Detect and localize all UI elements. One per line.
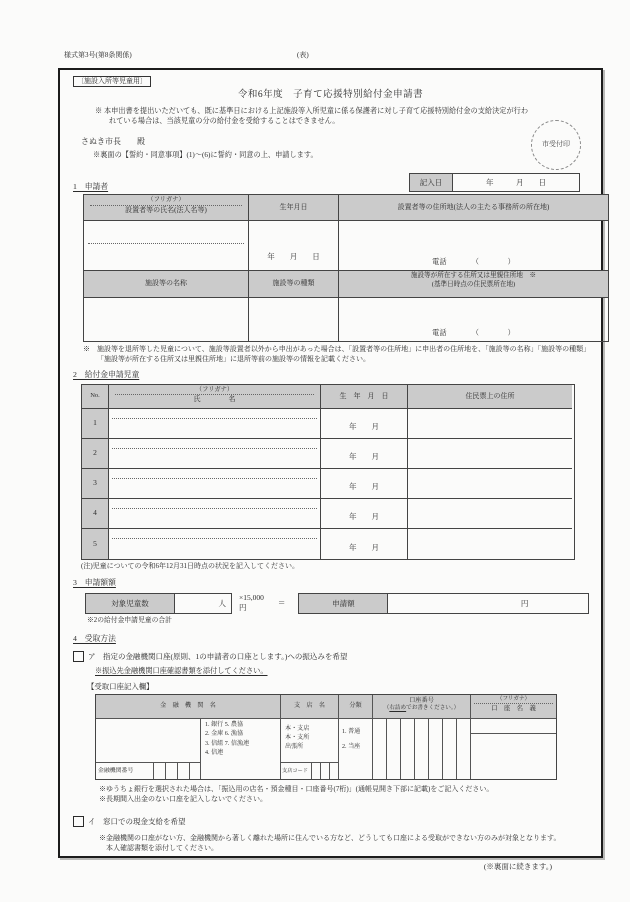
- attach-documents-note: ※振込先金融機関口座確認書類を添付してください。: [95, 667, 268, 676]
- account-number-box[interactable]: [401, 719, 415, 779]
- children-name-header: （フリガナ） 氏 名: [109, 385, 321, 409]
- section1-heading: 1 申請者: [73, 181, 109, 191]
- section3-note: ※2の給付金申請児童の合計: [87, 616, 172, 624]
- account-holder-header: （フリガナ） 口 座 名 義: [471, 695, 556, 719]
- account-number-box[interactable]: [429, 719, 443, 779]
- continues-on-back-note: (※裏面に続きます。): [483, 862, 552, 871]
- child-row-number: 2: [82, 439, 109, 469]
- branch-name-field[interactable]: 本・支店 本・支所 出張所: [281, 719, 339, 763]
- child-name-field[interactable]: [109, 409, 321, 439]
- bank-code-box[interactable]: [154, 763, 166, 779]
- applicant-birth-header: 生年月日: [249, 195, 339, 221]
- bank-code-box[interactable]: [190, 763, 201, 779]
- header-notice: [73, 107, 588, 126]
- bank-name-field[interactable]: [96, 719, 201, 763]
- child-row-number: 3: [82, 469, 109, 499]
- facility-name-header: 施設等の名称: [84, 271, 249, 298]
- dormant-account-note: ※長期間入出金のない口座を記入しないでください。: [99, 795, 267, 804]
- child-name-field[interactable]: [109, 529, 321, 559]
- child-birth-field[interactable]: 年 月: [321, 439, 408, 469]
- applicant-address-field[interactable]: [339, 221, 608, 271]
- addressee-line: さぬき市長 殿: [81, 136, 145, 146]
- child-row-3: [82, 469, 574, 499]
- account-class-field[interactable]: 1. 普通 2. 当座: [339, 719, 373, 779]
- header-notice-line2: れている場合は、当該児童の分の給付金を受給することはできません。: [109, 116, 340, 125]
- child-birth-field[interactable]: 年 月: [321, 469, 408, 499]
- bank-notes: [99, 784, 588, 804]
- child-count-box: [85, 593, 232, 614]
- children-no-header: No.: [82, 385, 109, 409]
- children-table: [81, 384, 575, 560]
- facility-type-header: 施設等の種類: [249, 271, 339, 298]
- applicant-birth-field[interactable]: 年 月 日: [249, 221, 339, 271]
- children-birth-header: 生 年 月 日: [321, 385, 408, 409]
- account-number-box[interactable]: [387, 719, 401, 779]
- child-row-number: 1: [82, 409, 109, 439]
- facility-name-field[interactable]: [84, 298, 249, 341]
- amount-calculation-row: [85, 593, 588, 614]
- branch-name-header: 支 店 名: [281, 695, 339, 719]
- child-birth-field[interactable]: 年 月: [321, 499, 408, 529]
- yucho-note: ※ゆうちょ銀行を選択された場合は、「振込用の店名・預金種目・口座番号(7桁)」(通帳見開き下部に記載)をご記入ください。: [99, 784, 494, 793]
- applicant-furigana-label: （フリガナ）: [90, 196, 242, 206]
- account-holder-furigana-field[interactable]: [471, 719, 556, 734]
- section2-note: (注)児童についての令和6年12月31日時点の状況を記入してください。: [81, 561, 300, 570]
- account-number-box[interactable]: [457, 719, 471, 779]
- bank-name-header: 金 融 機 関 名: [96, 695, 281, 719]
- option-b-row: [73, 816, 588, 827]
- child-name-field[interactable]: [109, 469, 321, 499]
- option-a-label: ア 指定の金融機関口座(原則、1の申請者の口座とします。)への振込みを希望: [88, 651, 348, 661]
- account-class-header: 分類: [339, 695, 373, 719]
- branch-code-label: 支店コード: [281, 763, 312, 779]
- section4-heading: 4 受取方法: [73, 633, 116, 643]
- child-address-field[interactable]: [408, 409, 572, 439]
- account-entry-box-label: 【受取口座記入欄】: [87, 681, 154, 691]
- stamp-label: 市受付印: [542, 140, 570, 149]
- audience-label: 〔施設入所等児童用〕: [73, 76, 151, 87]
- applicant-address-header: 設置者等の住所地(法人の主たる事務所の所在地): [339, 195, 608, 221]
- applicant-name-header: （フリガナ） 設置者等の氏名(法人名等): [84, 195, 249, 221]
- amount-field[interactable]: 円: [520, 598, 529, 608]
- page-side-label: (表): [297, 51, 309, 59]
- child-address-field[interactable]: [408, 499, 572, 529]
- branch-code-box[interactable]: [330, 763, 339, 779]
- child-address-field[interactable]: [408, 469, 572, 499]
- section1-note: ※ 施設等を退所等した児童について、施設等設置者以外から申出があった場合は、「設置者等の住所地」に申出者の住所地を、「施設等の名称」「施設等の種類」「施設等が所在する住所又は里親住所地」に退所等前の施設等の情報を記載ください。: [83, 345, 587, 363]
- form-code-label: 様式第3号(第8条関係): [64, 51, 132, 59]
- child-row-1: [82, 409, 574, 439]
- branch-code-box[interactable]: [312, 763, 321, 779]
- applicant-name-field[interactable]: [84, 221, 249, 271]
- child-row-5: [82, 529, 574, 559]
- checkbox-bank-transfer[interactable]: [73, 651, 84, 662]
- applicant-phone-field[interactable]: 電話 （ ）: [432, 258, 515, 267]
- equals-sign: ＝: [277, 597, 286, 607]
- child-row-number: 5: [82, 529, 109, 559]
- bank-code-label: 金融機関番号: [96, 763, 154, 779]
- branch-code-box[interactable]: [321, 763, 330, 779]
- child-address-field[interactable]: [408, 439, 572, 469]
- pledge-note: ※裏面の【誓約・同意事項】(1)～(6)に誓約・同意の上、申請します。: [93, 151, 318, 160]
- section3-heading: 3 申請額額: [73, 578, 116, 588]
- child-count-field[interactable]: 人: [218, 598, 226, 608]
- account-number-box[interactable]: [443, 719, 457, 779]
- child-birth-field[interactable]: 年 月: [321, 409, 408, 439]
- bank-code-box[interactable]: [166, 763, 178, 779]
- amount-label: 申請額: [299, 594, 388, 613]
- children-address-header: 住民票上の住所: [408, 385, 572, 409]
- child-address-field[interactable]: [408, 529, 572, 559]
- account-number-box[interactable]: [415, 719, 429, 779]
- account-number-box[interactable]: [373, 719, 387, 779]
- child-count-label: 対象児童数: [86, 594, 175, 613]
- cash-payment-note: ※金融機関の口座がない方、金融機関から著しく離れた場所に住んでいる方など、どうしても口座による受取ができない方のみが対象となります。 本人確認書類を添付してください。: [99, 834, 561, 853]
- option-a-row: [73, 651, 588, 662]
- child-row-number: 4: [82, 499, 109, 529]
- bank-type-options: 1. 銀行 5. 農協 2. 金庫 6. 漁協 3. 信組 7. 信漁連 4. 信連: [201, 719, 281, 779]
- header-notice-line1: ※ 本申出書を提出いただいても、既に基準日における上記施設等入所児童に係る保護者に対し子育て応援特別給付金の支給決定が行わ: [95, 107, 529, 116]
- entry-date-label: 記入日: [410, 174, 453, 191]
- facility-address-field[interactable]: [339, 298, 608, 341]
- form-border-box: [58, 68, 603, 858]
- entry-date-field[interactable]: 年 月 日: [486, 178, 546, 188]
- amount-box: [298, 593, 589, 614]
- child-birth-field[interactable]: 年 月: [321, 529, 408, 559]
- child-name-field[interactable]: [109, 499, 321, 529]
- city-receipt-stamp-area: [531, 120, 581, 170]
- form-title: 令和6年度 子育て応援特別給付金申請書: [237, 90, 424, 101]
- facility-type-field[interactable]: [249, 298, 339, 341]
- section2-heading: 2 給付金申請児童: [73, 370, 140, 380]
- child-name-field[interactable]: [109, 439, 321, 469]
- bank-account-table: [95, 694, 557, 780]
- multiplier-label: ×15,000円: [239, 592, 264, 613]
- entry-date-box: [409, 173, 580, 192]
- account-number-header: 口座番号 （右詰めでお書きください。）: [373, 695, 471, 719]
- facility-address-header: 施設等が所在する住所又は里親住所地 ※ (基準日時点の住民票所在地): [339, 271, 608, 298]
- applicant-table: [83, 194, 609, 342]
- facility-phone-field[interactable]: 電話 （ ）: [432, 329, 515, 338]
- checkbox-cash-payment[interactable]: [73, 816, 84, 827]
- child-row-2: [82, 439, 574, 469]
- option-b-label: イ 窓口での現金支給を希望: [88, 816, 186, 826]
- child-row-4: [82, 499, 574, 529]
- bank-code-box[interactable]: [178, 763, 190, 779]
- account-holder-field[interactable]: [471, 719, 556, 779]
